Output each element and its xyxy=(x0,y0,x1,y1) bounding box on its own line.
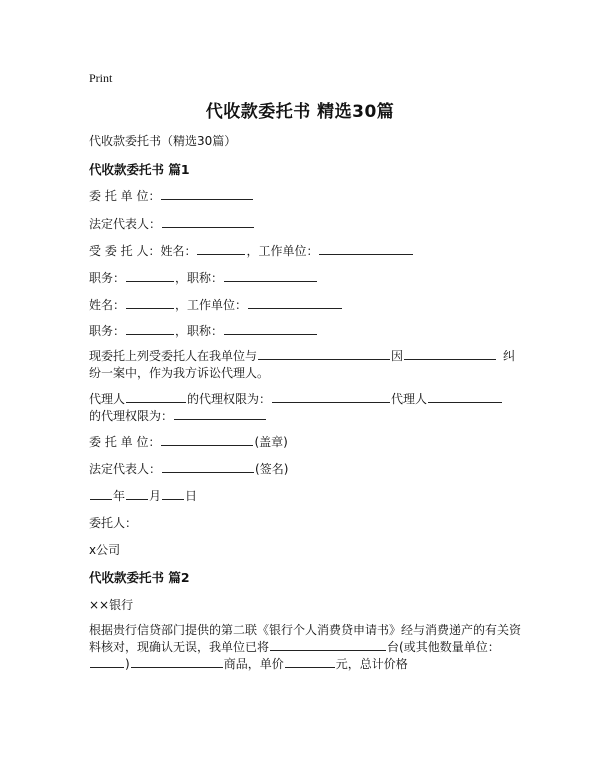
legal-rep-label: 法定代表人： xyxy=(89,217,162,231)
blank-field xyxy=(131,656,223,668)
blank-field xyxy=(162,488,184,500)
agent-line xyxy=(89,243,414,259)
para-text: ) xyxy=(125,657,130,671)
blank-field xyxy=(126,270,174,282)
para-text: 根据贵行信贷部门提供的第二联《银行个人消费贷申请书》经与消费递产的有关资 xyxy=(89,623,522,637)
position-line-1 xyxy=(89,270,318,286)
section1-heading: 代收款委托书 篇1 xyxy=(89,162,190,177)
blank-field xyxy=(319,243,413,255)
entrust-unit-line xyxy=(89,188,254,204)
title-label: ，职称： xyxy=(175,324,224,338)
section2-heading: 代收款委托书 篇2 xyxy=(89,570,190,585)
bank-label: ××银行 xyxy=(89,598,134,612)
position-line-2 xyxy=(89,323,318,339)
blank-field xyxy=(258,348,390,360)
name-line xyxy=(89,297,343,313)
blank-field xyxy=(224,270,317,282)
blank-field xyxy=(272,391,390,403)
position-label: 职务： xyxy=(89,324,126,338)
print-label[interactable]: Print xyxy=(89,71,113,85)
blank-field xyxy=(404,348,496,360)
blank-field xyxy=(270,639,386,651)
document-title: 代收款委托书 精选30篇 xyxy=(205,102,395,122)
para-text: 的代理权限为： xyxy=(187,392,272,406)
blank-field xyxy=(197,243,245,255)
para-text: 商品，单价 xyxy=(223,657,284,671)
blank-field xyxy=(126,297,174,309)
para-text: 代理人 xyxy=(391,392,428,406)
title-label: ，职称： xyxy=(175,271,224,285)
blank-field xyxy=(126,488,148,500)
company-label: x公司 xyxy=(89,543,121,557)
para-text: 代理人 xyxy=(89,392,126,406)
blank-field xyxy=(161,434,253,446)
blank-field xyxy=(162,216,254,228)
para-text: 因 xyxy=(391,349,404,363)
entrust-paragraph xyxy=(89,348,514,382)
blank-field xyxy=(126,391,186,403)
authority-paragraph xyxy=(89,391,514,425)
blank-field xyxy=(224,323,317,335)
day-label: 日 xyxy=(185,489,198,503)
para-text: 现委托上列受委托人在我单位与 xyxy=(89,349,258,363)
legal-rep-line xyxy=(89,216,255,232)
date-line xyxy=(89,488,197,504)
para-text: 纷一案中，作为我方诉讼代理人。 xyxy=(89,366,270,380)
blank-field xyxy=(126,323,174,335)
work-unit-label: ，工作单位： xyxy=(246,244,319,258)
name-label: 姓名： xyxy=(89,298,126,312)
blank-field xyxy=(90,488,112,500)
blank-field xyxy=(248,297,342,309)
blank-field xyxy=(161,188,253,200)
document-subtitle: 代收款委托书（精选30篇） xyxy=(89,134,237,148)
blank-field xyxy=(174,408,266,420)
month-label: 月 xyxy=(149,489,162,503)
entrust-unit-label: 委 托 单 位： xyxy=(89,189,161,203)
year-label: 年 xyxy=(113,489,126,503)
para-text: 的代理权限为： xyxy=(89,409,174,423)
para-text: 元，总计价格 xyxy=(335,657,408,671)
seal-label: (盖章) xyxy=(254,435,288,449)
blank-field xyxy=(162,461,254,473)
sign-line xyxy=(89,461,288,477)
para-text: 台(或其他数量单位： xyxy=(387,640,500,654)
para-text: 纠 xyxy=(503,349,516,363)
para-text: 料核对，现确认无误，我单位已将 xyxy=(89,640,270,654)
position-label: 职务： xyxy=(89,271,126,285)
sign-label: (签名) xyxy=(255,462,289,476)
blank-field xyxy=(285,656,335,668)
seal-line xyxy=(89,434,288,450)
entruster-label: 委托人： xyxy=(89,516,138,530)
blank-field xyxy=(428,391,502,403)
blank-field xyxy=(90,656,124,668)
confirm-paragraph xyxy=(89,622,522,673)
agent-name-label: 受 委 托 人：姓名： xyxy=(89,244,197,258)
entrust-unit-label: 委 托 单 位： xyxy=(89,435,161,449)
work-unit-label: ，工作单位： xyxy=(175,298,248,312)
legal-rep-label: 法定代表人： xyxy=(89,462,162,476)
